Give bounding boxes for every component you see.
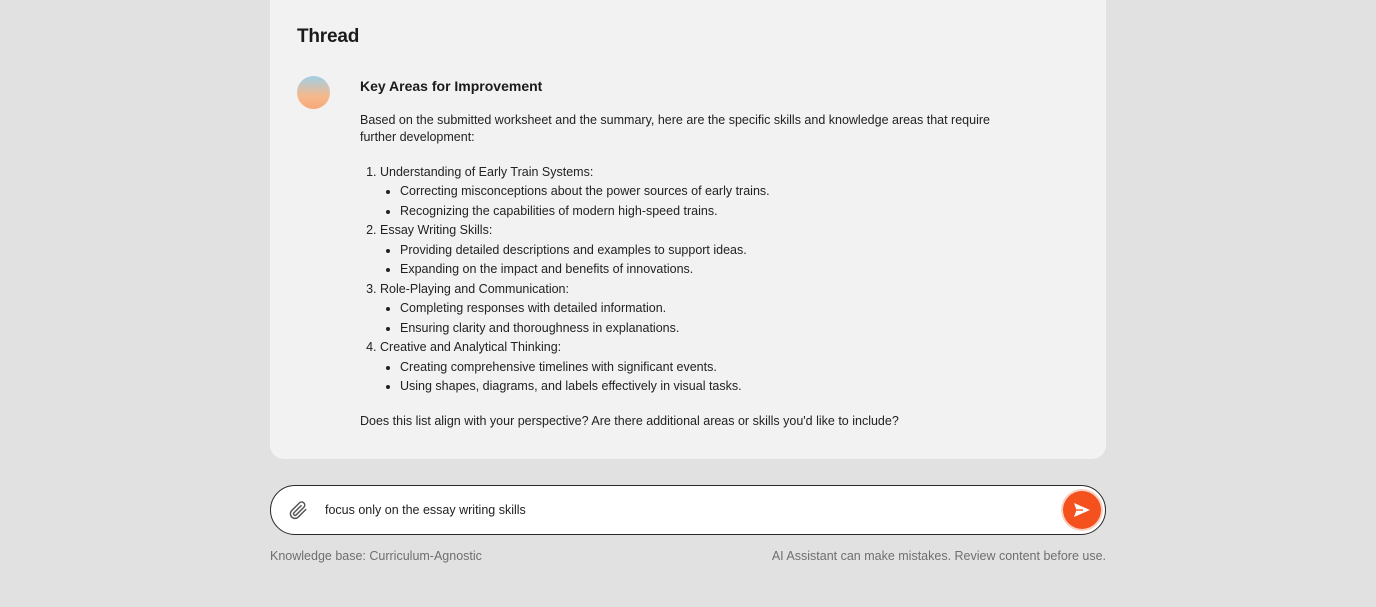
area-point: • Creating comprehensive timelines with significant events.	[400, 358, 1000, 378]
disclaimer-text: AI Assistant can make mistakes. Review content before use.	[771, 549, 1106, 563]
chat-input[interactable]	[325, 494, 1045, 526]
area-points	[380, 358, 1000, 397]
area-point: • Providing detailed descriptions and examples to support ideas.	[400, 241, 1000, 261]
area-point: • Expanding on the impact and benefits of innovations.	[400, 260, 1000, 280]
area-title: Role-Playing and Communication:	[380, 281, 569, 296]
improvement-areas-list	[360, 163, 1000, 397]
area-item	[380, 338, 1000, 397]
thread-title: Thread	[297, 26, 360, 47]
area-point: • Using shapes, diagrams, and labels effectively in visual tasks.	[400, 377, 1000, 397]
message-intro: Based on the submitted worksheet and the summary, here are the specific skills and knowledge areas that require further development:	[360, 112, 990, 144]
area-points	[380, 241, 1000, 280]
send-arrow-icon	[1073, 502, 1091, 518]
knowledge-base-label: Knowledge base: Curriculum-Agnostic	[270, 549, 482, 563]
area-points	[380, 182, 1000, 221]
thread-panel	[270, 0, 1106, 459]
area-title: Essay Writing Skills:	[380, 223, 493, 237]
message-outro: Does this list align with your perspective? Are there additional areas or skills you'd like to include?	[360, 413, 899, 428]
assistant-message	[360, 78, 1000, 430]
area-point: • Completing responses with detailed information.	[400, 299, 1000, 319]
area-point: • Recognizing the capabilities of modern high-speed trains.	[400, 202, 1000, 222]
area-point: • Ensuring clarity and thoroughness in explanations.	[400, 319, 1000, 339]
assistant-avatar	[297, 76, 330, 109]
paperclip-icon[interactable]	[287, 499, 309, 521]
message-composer	[270, 485, 1106, 535]
area-item	[380, 280, 1000, 339]
area-point: • Correcting misconceptions about the power sources of early trains.	[400, 182, 1000, 202]
area-item	[380, 163, 1000, 222]
message-heading: Key Areas for Improvement	[360, 78, 543, 94]
send-button[interactable]	[1063, 491, 1101, 529]
area-item	[380, 221, 1000, 280]
area-title: Creative and Analytical Thinking:	[380, 340, 562, 354]
area-points	[380, 299, 1000, 338]
area-title: Understanding of Early Train Systems:	[380, 164, 594, 179]
